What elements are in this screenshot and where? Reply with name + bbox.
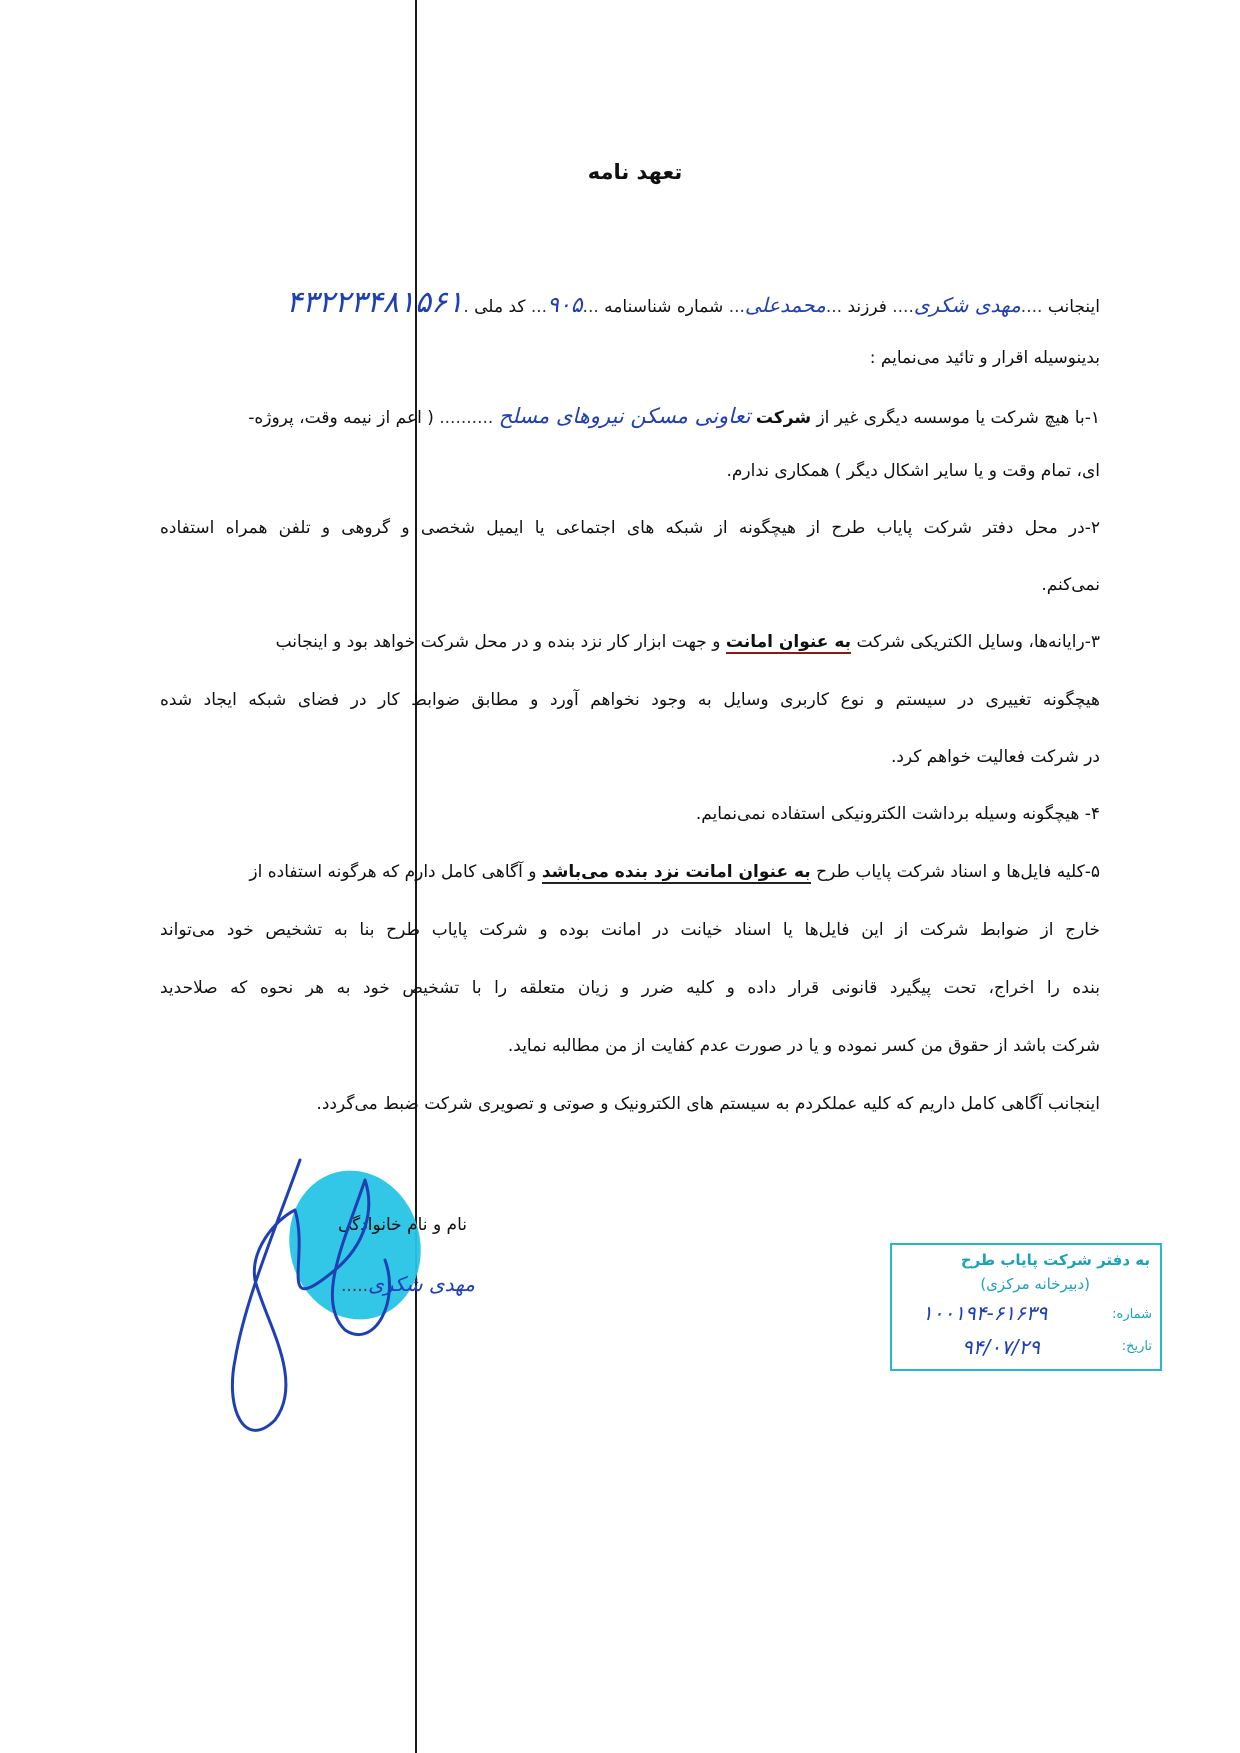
stamp-date-value: ۹۴/۰۷/۲۹ [962,1335,1040,1359]
clause-2-line-2: نمی‌کنم. [1041,575,1100,595]
intro-line-2: بدینوسیله اقرار و تائید می‌نمایم : [869,348,1100,368]
trust-files-underlined: به عنوان امانت نزد بنده می‌باشد [541,862,811,882]
id-number-label: شماره شناسنامه [604,297,724,317]
clause-5-text-a: ۵-کلیه فایل‌ها و اسناد شرکت پایاب طرح [816,862,1100,882]
clause-1-text-b: ( اعم از نیمه وقت، پروژه- [248,408,434,428]
clause-4: ۴- هیچگونه وسیله برداشت الکترونیکی استفاده نمی‌نمایم. [695,804,1100,824]
clause-1-text-a: ۱-با هیچ شرکت یا موسسه دیگری غیر از [816,408,1100,428]
handwritten-company: تعاونی مسکن نیروهای مسلح [498,404,751,428]
clause-1-line-1: ۱-با هیچ شرکت یا موسسه دیگری غیر از شرکت تعاونی مسکن نیروهای مسلح .......... ( اعم از نیمه وقت، پروژه- [248,404,1100,428]
intro-label: اینجانب [1047,297,1100,317]
national-code-label: کد ملی [474,297,526,317]
clause-3-line-1 [276,632,1100,652]
clause-3-text-a: ۳-رایانه‌ها، وسایل الکتریکی شرکت [856,632,1100,652]
handwritten-name: مهدی شکری [913,293,1021,317]
stamp-date-label: تاریخ: [1121,1339,1152,1354]
stamp-department: (دبیرخانه مرکزی) [980,1275,1090,1293]
clause-5-text-b: و آگاهی کامل دارم که هرگونه استفاده از [249,862,537,882]
clause-3-text-b: و جهت ابزار کار نزد بنده و در محل شرکت خواهد بود و اینجانب [275,632,721,652]
clause-5-line-3: بنده را اخراج، تحت پیگیرد قانونی قرار داده و کلیه ضرر و زیان متعلقه را با تشخیص خود به هر نحوه که صلاحدید [160,978,1100,998]
clause-2-line-1: ۲-در محل دفتر شرکت پایاب طرح از هیچگونه از شبکه های اجتماعی یا ایمیل شخصی و گروهی و تلفن همراه استفاده [160,518,1100,538]
company-word: شرکت [755,408,812,428]
stamp-number-label: شماره: [1112,1307,1152,1322]
signature-name-line: مهدی شکری..... [341,1272,475,1296]
as-trust-underlined: به عنوان امانت [725,632,852,652]
clause-5-line-2: خارج از ضوابط شرکت از این فایل‌ها یا اسناد خیانت در امانت بوده و شرکت پایاب طرح بنا به تشخیص خود می‌تواند [160,920,1100,940]
intro-line-1: اینجانب ....مهدی شکری.... فرزند ...محمدعلی... شماره شناسنامه ...۹۰۵... کد ملی .۴۳۲۲۳۴۸۱۵۶۱ [286,285,1100,320]
child-of-label: فرزند [847,297,887,317]
stamp-number-value: ۱۰۰۱۹۴-۶۱۶۳۹ [922,1301,1048,1325]
stamp-office: به دفتر شرکت پایاب طرح [960,1251,1150,1269]
clause-5-line-1 [249,862,1100,882]
handwritten-father-name: محمدعلی [744,293,826,317]
handwritten-signature-name: مهدی شکری [368,1272,475,1296]
signature-icon [215,1150,415,1450]
handwritten-id-number: ۹۰۵ [547,293,583,318]
clause-1-line-2: ای، تمام وقت و یا سایر اشکال دیگر ) همکاری ندارم. [726,461,1100,481]
closing-statement: اینجانب آگاهی کامل داریم که کلیه عملکردم به سیستم های الکترونیک و صوتی و تصویری شرکت ضبط می‌گردد. [316,1094,1100,1114]
clause-3-line-2: هیچگونه تغییری در سیستم و نوع کاربری وسایل به وجود نخواهم آورد و مطابق ضوابط کار در فضای شبکه ایجاد شده [160,690,1100,710]
signature-label: نام و نام خانوادگی [337,1215,467,1235]
clause-5-line-4: شرکت باشد از حقوق من کسر نموده و یا در صورت عدم کفایت از من مطالبه نماید. [507,1036,1100,1056]
clause-3-line-3: در شرکت فعالیت خواهم کرد. [890,747,1100,767]
receipt-stamp [890,1243,1162,1371]
document-title: تعهد نامه [587,160,683,184]
handwritten-national-code: ۴۳۲۲۳۴۸۱۵۶۱ [286,285,464,320]
